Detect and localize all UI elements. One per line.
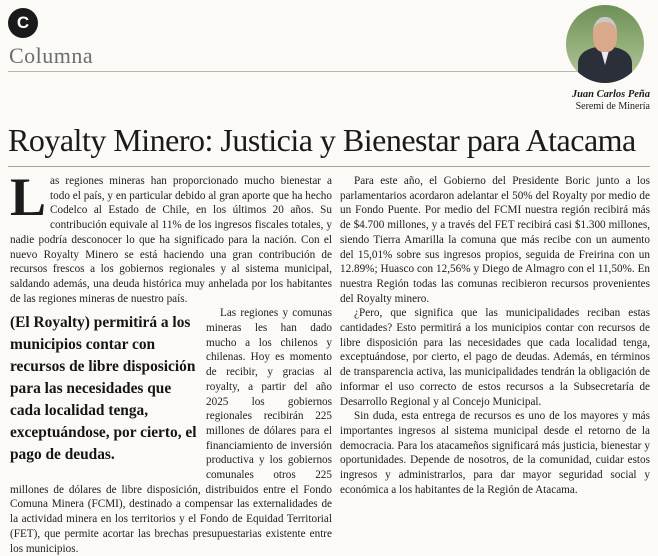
author-photo bbox=[566, 5, 644, 83]
article-headline: Royalty Minero: Justicia y Bienestar para Atacama bbox=[8, 122, 636, 158]
author-block bbox=[560, 5, 650, 112]
author-role: Seremi de Minería bbox=[575, 101, 650, 112]
paragraph-3: Para este año, el Gobierno del Presidente Boric junto a los parlamentarios acordaron adelantar el 50% del Royalty por medio de un Fondo Puente. Por medio del FCMI nuestra región recibirá más de $4.700 millones, y a través del FET recibirá casi $1.300 millones, siendo Tierra Amarilla la comuna que más recibe con un aumento del 15,01% sobre sus ingresos propios, seguida de Freirina con un 12.89%; Huasco con 12,56% y Diego de Almagro con el 11,50%. En nuestra Región todas las comunas recibieron recursos provenientes del Royalty minero. bbox=[340, 175, 650, 305]
section-label: Columna bbox=[9, 43, 94, 68]
paragraph-5: Sin duda, esta entrega de recursos es uno de los mayores y más importantes ingresos al sistema municipal desde el retorno de la democracia. Para los atacameños significará más justicia, bienestar y oportunidades. Depende de nosotros, de la comunidad, cuidar estos ingresos y administrarlos, para dar mayor seguridad social y económica a los habitantes de la Región de Atacama. bbox=[340, 410, 650, 496]
paragraph-1: Las regiones mineras han proporcionado mucho bienestar a todo el país, y en particular debido al gran aporte que ha hecho Codelco al Estado de Chile, en los últimos 20 años. Su contribución equivale al 11% de los ingresos fiscales totales, y nadie podría desconocer lo que ha significado para la nación. Con el nuevo Royalty Minero se está haciendo una gran contribución de recursos frescos a los gobiernos regionales y al sistema municipal, saldando además, una deuda histórica muy anhelada por los habitantes de las regiones mineras de nuestro país. bbox=[10, 167, 332, 305]
drop-cap: L bbox=[10, 167, 47, 227]
header-divider bbox=[8, 71, 588, 72]
paragraph-2: Las regiones y comunas mineras les han dado mucho a los chilenos y chilenas. Hoy es momento de recibir, y gracias al royalty, a partir del año 2025 los gobiernos regionales recibirán 225 millones de dólares para el financiamiento de inversión productiva y los gobiernos comunales otros 225 millones de dólares de libre disposición, distribuidos entre el Fondo Comuna Minera (FCMI), destinado a compensar las externalidades de la actividad minera en los territorios y el Fondo de Equidad Territorial (FET), que permite acortar las brechas presupuestarias existente entre los municipios. bbox=[10, 307, 332, 555]
article-column-right bbox=[340, 174, 650, 497]
pull-quote: (El Royalty) permitirá a los municipios contar con recursos de libre disposición para las necesidades que cada localidad tenga, exceptuándose, por cierto, el pago de deudas. bbox=[10, 314, 197, 464]
article-column-left bbox=[10, 167, 332, 556]
author-name: Juan Carlos Peña bbox=[571, 89, 650, 100]
paragraph-4: ¿Pero, que significa que las municipalidades reciban estas cantidades? Esto permitirá a los municipios contar con recursos de libre disposición para las necesidades que cada localidad tenga, exceptuándose, por cierto, el pago de deudas. Además, en términos de transparencia activa, las municipalidades tendrán la obligación de informar el uso correcto de estos recursos a la Subsecretaría de Desarrollo Regional y al Concejo Municipal. bbox=[340, 307, 650, 408]
headline-divider bbox=[8, 166, 650, 167]
section-badge: C bbox=[8, 8, 38, 38]
